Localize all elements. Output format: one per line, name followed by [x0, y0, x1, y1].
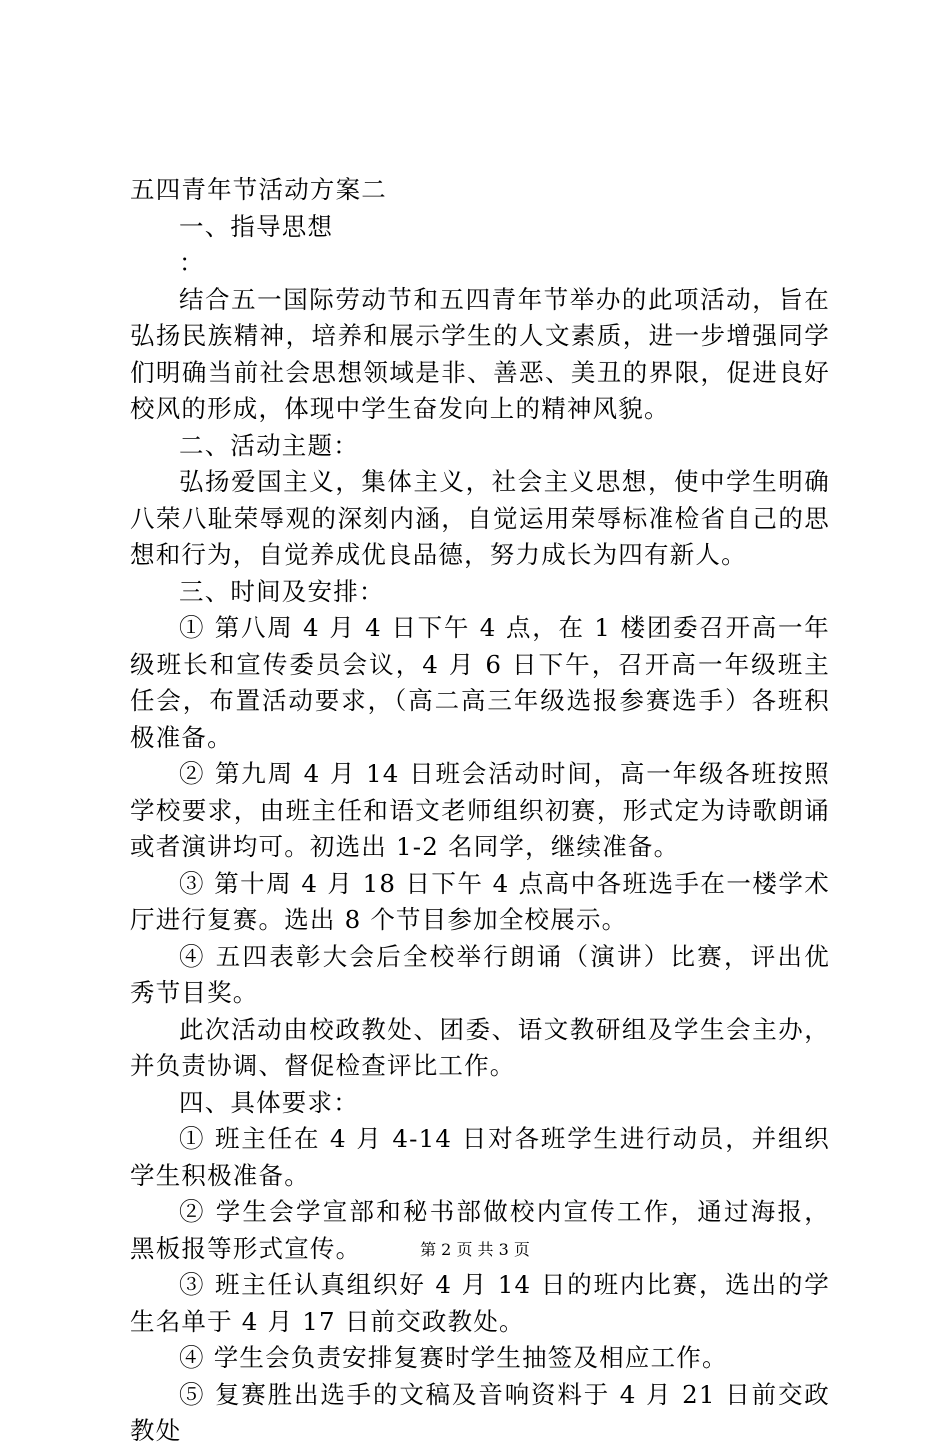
schedule-item: ① 第八周 4 月 4 日下午 4 点，在 1 楼团委召开高一年级班长和宣传委员会议，4 月 6 日下午，召开高一年级班主任会，布置活动要求，（高二高三年级选报参赛选手）各班积极准备。 — [130, 613, 830, 752]
requirement-item: ① 班主任在 4 月 4-14 日对各班学生进行动员，并组织学生积极准备。 — [130, 1124, 830, 1190]
requirement-item: ③ 班主任认真组织好 4 月 14 日的班内比赛，选出的学生名单于 4 月 17 日前交政教处。 — [130, 1270, 830, 1336]
page-footer: 第 2 页 共 3 页 — [420, 1240, 530, 1259]
section-heading-activity-theme: 二、活动主题： — [179, 430, 359, 460]
paragraph-activity-theme: 弘扬爱国主义，集体主义，社会主义思想，使中学生明确八荣八耻荣辱观的深刻内涵，自觉运用荣辱标准检省自己的思想和行为，自觉养成优良品德，努力成长为四有新人。 — [130, 467, 830, 569]
schedule-item: ④ 五四表彰大会后全校举行朗诵（演讲）比赛，评出优秀节目奖。 — [130, 941, 830, 1007]
paragraph-guiding-ideology: 结合五一国际劳动节和五四青年节举办的此项活动，旨在弘扬民族精神，培养和展示学生的人文素质，进一步增强同学们明确当前社会思想领域是非、善恶、美丑的界限，促进良好校风的形成，体现中学生奋发向上的精神风貌。 — [130, 284, 830, 423]
schedule-item: ③ 第十周 4 月 18 日下午 4 点高中各班选手在一楼学术厅进行复赛。选出 8 个节目参加全校展示。 — [130, 868, 830, 934]
requirement-item: ⑤ 复赛胜出选手的文稿及音响资料于 4 月 21 日前交政教处 — [130, 1379, 830, 1445]
section-colon: ： — [179, 248, 205, 277]
document-title: 五四青年节活动方案二 — [130, 175, 387, 204]
section-heading-requirements: 四、具体要求： — [179, 1087, 359, 1117]
section-heading-guiding-ideology: 一、指导思想 — [179, 211, 334, 241]
section-heading-schedule: 三、时间及安排： — [179, 576, 385, 606]
requirement-item: ④ 学生会负责安排复赛时学生抽签及相应工作。 — [179, 1343, 728, 1372]
schedule-item: ② 第九周 4 月 14 日班会活动时间，高一年级各班按照学校要求，由班主任和语文老师组织初赛，形式定为诗歌朗诵或者演讲均可。初选出 1-2 名同学，继续准备。 — [130, 759, 830, 861]
paragraph-organizers: 此次活动由校政教处、团委、语文教研组及学生会主办，并负责协调、督促检查评比工作。 — [130, 1014, 830, 1080]
requirement-item: ② 学生会学宣部和秘书部做校内宣传工作，通过海报，黑板报等形式宣传。 — [130, 1197, 830, 1263]
